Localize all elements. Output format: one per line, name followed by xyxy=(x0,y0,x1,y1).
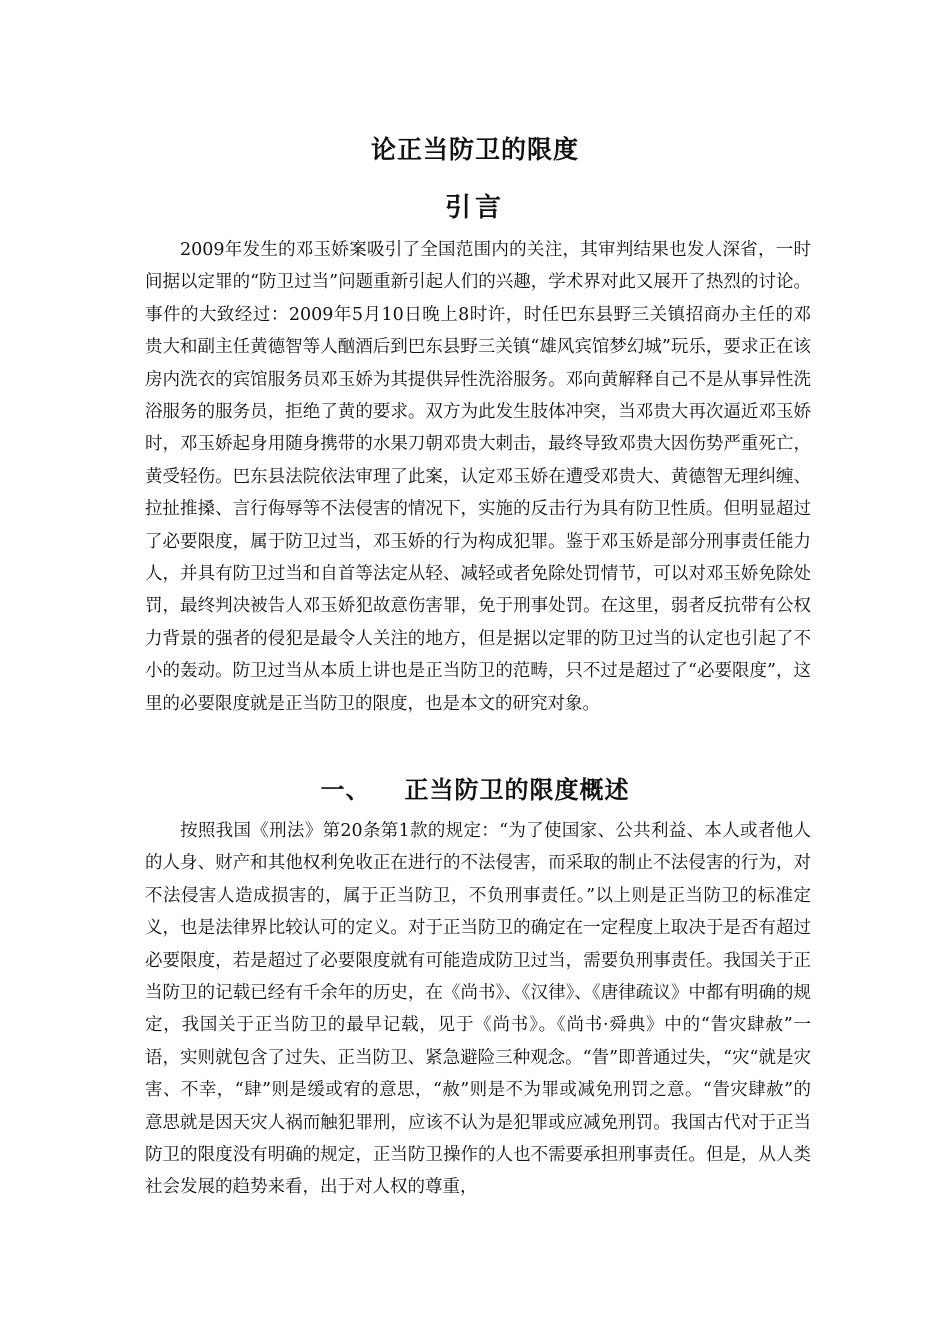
intro-heading: 引言 xyxy=(444,193,505,223)
section-heading xyxy=(145,770,805,810)
section-title: 正当防卫的限度概述 xyxy=(404,776,630,804)
intro-paragraph: 2009年发生的邓玉娇案吸引了全国范围内的关注，其审判结果也发人深省，一时间据以定罪的“防卫过当”问题重新引起人们的兴趣，学术界对此又展开了热烈的讨论。事件的大致经过：2009年5月10日晚上8时许，时任巴东县野三关镇招商办主任的邓贵大和副主任黄德智等人酗酒后到巴东县野三关镇“雄风宾馆梦幻城”玩乐，要求正在该房内洗衣的宾馆服务员邓玉娇为其提供异性洗浴服务。邓向黄解释自己不是从事异性洗浴服务的服务员，拒绝了黄的要求。双方为此发生肢体冲突，当邓贵大再次逼近邓玉娇时，邓玉娇起身用随身携带的水果刀朝邓贵大刺击，最终导致邓贵大因伤势严重死亡，黄受轻伤。巴东县法院依法审理了此案，认定邓玉娇在遭受邓贵大、黄德智无理纠缠、拉扯推搡、言行侮辱等不法侵害的情况下，实施的反击行为具有防卫性质。但明显超过了必要限度，属于防卫过当，邓玉娇的行为构成犯罪。鉴于邓玉娇是部分刑事责任能力人，并具有防卫过当和自首等法定从轻、减轻或者免除处罚情节，可以对邓玉娇免除处罚，最终判决被告人邓玉娇犯故意伤害罪，免于刑事处罚。在这里，弱者反抗带有公权力背景的强者的侵犯是最令人关注的地方，但是据以定罪的防卫过当的认定也引起了不小的轰动。防卫过当从本质上讲也是正当防卫的范畴，只不过是超过了“必要限度”，这里的必要限度就是正当防卫的限度，也是本文的研究对象。 xyxy=(145,240,811,714)
section-number: 一、 xyxy=(320,776,371,804)
section-paragraph: 按照我国《刑法》第20条第1款的规定：“为了使国家、公共利益、本人或者他人的人身、财产和其他权利免收正在进行的不法侵害，而采取的制止不法侵害的行为，对不法侵害人造成损害的，属于正当防卫，不负刑事责任。”以上则是正当防卫的标准定义，也是法律界比较认可的定义。对于正当防卫的确定在一定程度上取决于是否有超过必要限度，若是超过了必要限度就有可能造成防卫过当，需要负刑事责任。我国关于正当防卫的记载已经有千余年的历史，在《尚书》、《汉律》、《唐律疏议》中都有明确的规定，我国关于正当防卫的最早记载，见于《尚书》。《尚书·舜典》中的“眚灾肆赦”一语，实则就包含了过失、正当防卫、紧急避险三种观念。“眚”即普通过失，“灾“就是灾害、不幸，“肆”则是缓或宥的意思，“赦”则是不为罪或减免刑罚之意。“眚灾肆赦”的意思就是因天灾人祸而触犯罪刑，应该不认为是犯罪或应减免刑罚。我国古代对于正当防卫的限度没有明确的规定，正当防卫操作的人也不需要承担刑事责任。但是，从人类社会发展的趋势来看，出于对人权的尊重， xyxy=(145,821,811,1198)
document-title: 论正当防卫的限度 xyxy=(370,135,579,164)
